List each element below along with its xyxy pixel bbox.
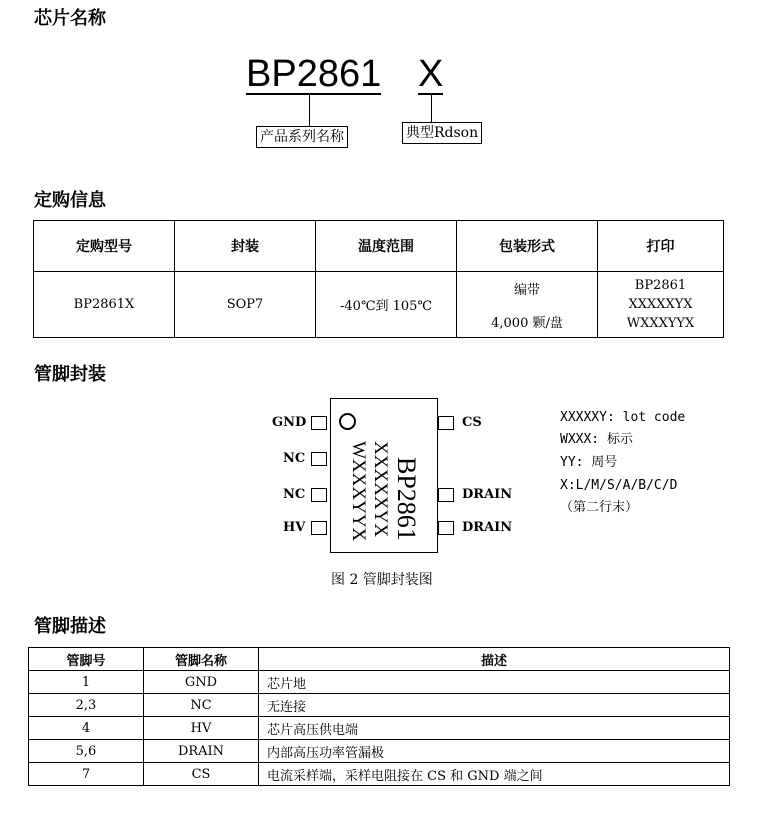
- pin-3-lead: [311, 488, 327, 502]
- pin-label-gnd: GND: [272, 415, 307, 430]
- pin-num: 7: [29, 763, 144, 786]
- order-package: SOP7: [175, 272, 316, 338]
- pin-header-desc: 描述: [259, 648, 730, 671]
- series-leader-line: [309, 95, 310, 126]
- order-mark-line1: BP2861: [634, 278, 687, 293]
- pin-num: 5,6: [29, 740, 144, 763]
- pin-header-name: 管脚名称: [144, 648, 259, 671]
- pin-label-hv: HV: [283, 520, 306, 535]
- pin-name: HV: [144, 717, 259, 740]
- table-row: [29, 717, 730, 740]
- legend-line-4: X:L/M/S/A/B/C/D: [560, 478, 678, 493]
- order-mark-line2: XXXXXYX: [628, 297, 693, 312]
- pin-table: [28, 647, 730, 786]
- table-row: [29, 740, 730, 763]
- order-model: BP2861X: [34, 272, 175, 338]
- section-title-ordering: 定购信息: [34, 190, 106, 211]
- pin-desc: 芯片地: [259, 671, 730, 694]
- pin-label-drain-6: DRAIN: [462, 487, 513, 502]
- order-table-row: [34, 272, 724, 338]
- table-row: [29, 671, 730, 694]
- order-temp: -40℃到 105℃: [316, 272, 457, 338]
- section-title-naming: 芯片名称: [34, 8, 106, 29]
- pin-desc: 电流采样端，采样电阻接在 CS 和 GND 端之间: [259, 763, 730, 786]
- order-table-header: [34, 221, 724, 272]
- section-title-pin-desc: 管脚描述: [34, 616, 106, 637]
- pin-desc: 内部高压功率管漏极: [259, 740, 730, 763]
- legend-line-3: YY: 周号: [560, 455, 618, 470]
- pin-header-num: 管脚号: [29, 648, 144, 671]
- order-pack-cell: [457, 272, 598, 338]
- pin-name: NC: [144, 694, 259, 717]
- table-row: [29, 694, 730, 717]
- pin-num: 1: [29, 671, 144, 694]
- suffix-leader-line: [431, 95, 432, 122]
- part-number: BP2861: [246, 53, 382, 95]
- legend-line-5: （第二行末）: [560, 500, 639, 515]
- section-title-package: 管脚封装: [34, 364, 106, 385]
- pin-num: 2,3: [29, 694, 144, 717]
- order-header-pack: 包装形式: [457, 221, 598, 272]
- figure-caption: 图 2 管脚封装图: [331, 572, 433, 588]
- order-mark-cell: [598, 272, 724, 338]
- pin-desc: 无连接: [259, 694, 730, 717]
- chip-marking-line2: XXXXXYX: [370, 441, 391, 538]
- order-header-temp: 温度范围: [316, 221, 457, 272]
- legend-line-1: XXXXXY: lot code: [560, 410, 686, 425]
- order-header-model: 定购型号: [34, 221, 175, 272]
- pin-name: GND: [144, 671, 259, 694]
- pin-label-nc-2: NC: [283, 451, 306, 466]
- table-row: [29, 763, 730, 786]
- pin-6-lead: [438, 488, 454, 502]
- pin-desc: 芯片高压供电端: [259, 717, 730, 740]
- pin-2-lead: [311, 452, 327, 466]
- pin-name: CS: [144, 763, 259, 786]
- pin-1-lead: [311, 416, 327, 430]
- rdson-label: 典型Rdson: [402, 122, 482, 144]
- order-header-mark: 打印: [598, 221, 724, 272]
- pin-4-lead: [311, 521, 327, 535]
- chip-marking-line3: WXXXYYX: [348, 441, 369, 542]
- pin-label-drain-5: DRAIN: [462, 520, 513, 535]
- pin1-dot-icon: [339, 413, 356, 430]
- pin-num: 4: [29, 717, 144, 740]
- order-header-package: 封装: [175, 221, 316, 272]
- order-mark-line3: WXXXYYX: [626, 316, 695, 331]
- pin-label-cs: CS: [462, 415, 482, 430]
- pin-table-header: [29, 648, 730, 671]
- order-pack-type: 编带: [513, 282, 540, 298]
- legend-line-2: WXXX: 标示: [560, 432, 633, 447]
- pin-7-lead: [438, 416, 454, 430]
- sop7-package-body: [330, 398, 438, 553]
- order-pack-qty: 4,000 颗/盘: [491, 315, 563, 331]
- part-suffix: X: [418, 53, 444, 95]
- order-table: [33, 220, 724, 338]
- pin-5-lead: [438, 521, 454, 535]
- chip-marking-part: BP2861: [392, 457, 421, 541]
- pin-label-nc-3: NC: [283, 487, 306, 502]
- series-name-label: 产品系列名称: [256, 126, 348, 148]
- pin-name: DRAIN: [144, 740, 259, 763]
